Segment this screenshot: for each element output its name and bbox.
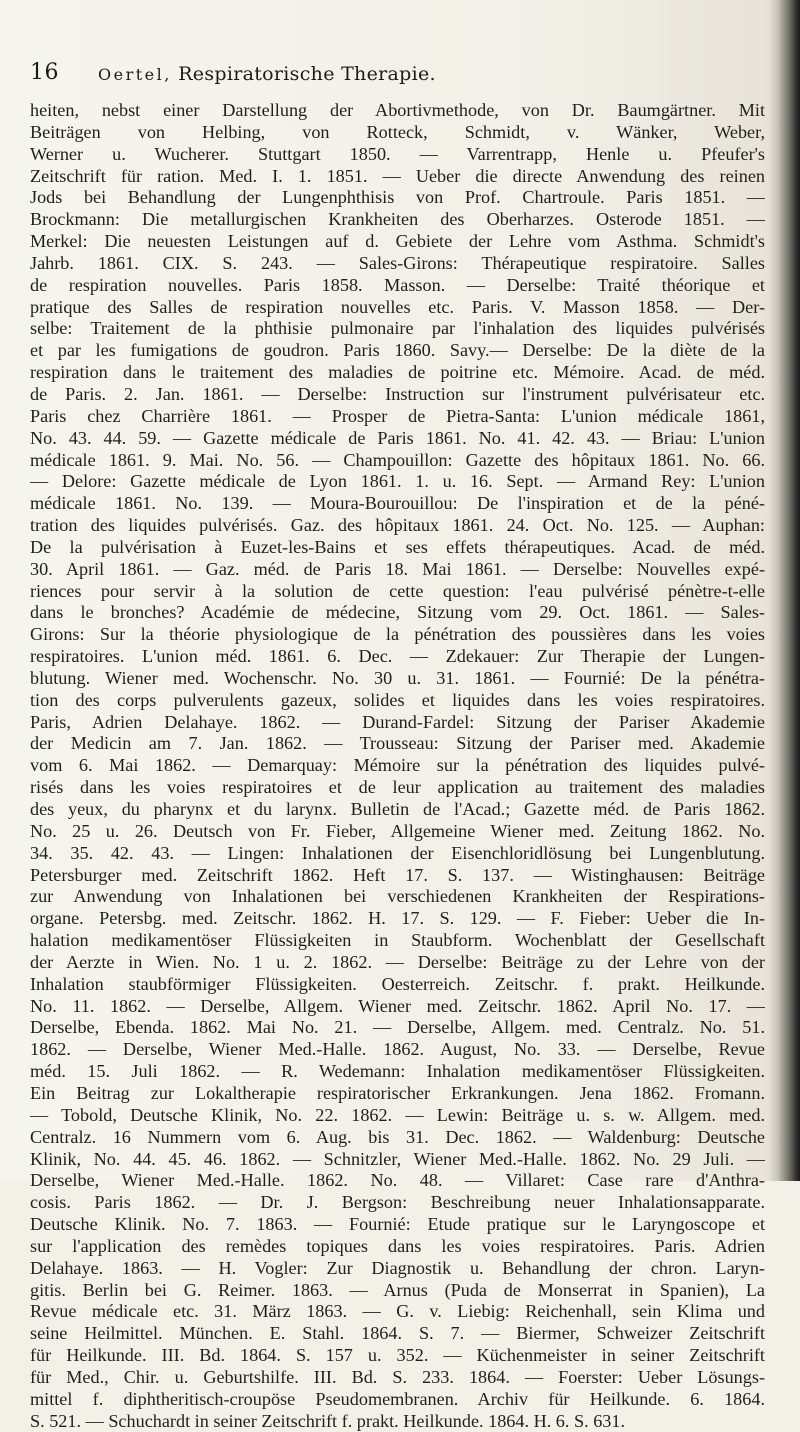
bibliography-text [30,100,765,1431]
text-line: vom 6. Mai 1862. — Demarquay: Mémoire sur la pénétration des liquides pulvé- [30,755,765,776]
text-line: seine Heilmittel. München. E. Stahl. 1864. S. 7. — Biermer, Schweizer Zeitschrift [30,1323,765,1344]
text-line: méd. 15. Juli 1862. — R. Wedemann: Inhalation medikamentöser Flüssigkeiten. [30,1061,765,1082]
text-line: Delahaye. 1863. — H. Vogler: Zur Diagnostik u. Behandlung der chron. Laryn- [30,1257,765,1278]
text-line: Paris chez Charrière 1861. — Prosper de Pietra-Santa: L'union médicale 1861, [30,405,765,426]
text-line: Centralz. 16 Nummern vom 6. Aug. bis 31. Dec. 1862. — Waldenburg: Deutsche [30,1126,765,1147]
text-line: pratique des Salles de respiration nouvelles etc. Paris. V. Masson 1858. — Der- [30,296,765,317]
text-line: für Heilkunde. III. Bd. 1864. S. 157 u. 352. — Küchenmeister in seiner Zeitschrift [30,1345,765,1366]
text-line: Brockmann: Die metallurgischen Krankheiten des Oberharzes. Osterode 1851. — [30,209,765,230]
running-title [98,63,436,85]
page-number: 16 [30,60,59,85]
text-line: Derselbe, Ebenda. 1862. Mai No. 21. — Derselbe, Allgem. med. Centralz. No. 51. [30,1017,765,1038]
text-line: No. 25 u. 26. Deutsch von Fr. Fieber, Allgemeine Wiener med. Zeitung 1862. No. [30,820,765,841]
text-line: Jahrb. 1861. CIX. S. 243. — Sales-Girons: Thérapeutique respiratoire. Salles [30,252,765,273]
text-line: blutung. Wiener med. Wochenschr. No. 30 u. 31. 1861. — Fournié: De la pénétra- [30,667,765,688]
text-line: médicale 1861. 9. Mai. No. 56. — Champouillon: Gazette des hôpitaux 1861. No. 66. [30,449,765,470]
text-line: Jods bei Behandlung der Lungenphthisis von Prof. Chartroule. Paris 1851. — [30,187,765,208]
text-line: Beiträgen von Helbing, von Rotteck, Schmidt, v. Wänker, Weber, [30,121,765,142]
text-line: für Med., Chir. u. Geburtshilfe. III. Bd. S. 233. 1864. — Foerster: Ueber Lösungs- [30,1366,765,1387]
text-line: de Paris. 2. Jan. 1861. — Derselbe: Instruction sur l'instrument pulvérisateur etc. [30,383,765,404]
text-line: cosis. Paris 1862. — Dr. J. Bergson: Beschreibung neuer Inhalationsapparate. [30,1192,765,1213]
text-line: Girons: Sur la théorie physiologique de la pénétration des poussières dans les voies [30,624,765,645]
text-line: Revue médicale etc. 31. März 1863. — G. v. Liebig: Reichenhall, sein Klima und [30,1301,765,1322]
text-line: médicale 1861. No. 139. — Moura-Bourouillou: De l'inspiration et de la péné- [30,493,765,514]
text-line: Deutsche Klinik. No. 7. 1863. — Fournié: Etude pratique sur le Laryngoscope et [30,1214,765,1235]
text-line: respiratoires. L'union méd. 1861. 6. Dec. — Zdekauer: Zur Therapie der Lungen- [30,646,765,667]
text-line: 30. April 1861. — Gaz. méd. de Paris 18. Mai 1861. — Derselbe: Nouvelles expé- [30,558,765,579]
text-line: No. 11. 1862. — Derselbe, Allgem. Wiener med. Zeitschr. 1862. April No. 17. — [30,995,765,1016]
text-line: zur Anwendung von Inhalationen bei verschiedenen Krankheiten der Respirations- [30,886,765,907]
text-line: Petersburger med. Zeitschrift 1862. Heft 17. S. 137. — Wistinghausen: Beiträge [30,864,765,885]
text-line: — Delore: Gazette médicale de Lyon 1861. 1. u. 16. Sept. — Armand Rey: L'union [30,471,765,492]
text-line: heiten, nebst einer Darstellung der Abortivmethode, von Dr. Baumgärtner. Mit [30,100,765,120]
text-line: No. 43. 44. 59. — Gazette médicale de Paris 1861. No. 41. 42. 43. — Briau: L'union [30,427,765,448]
text-line: der Aerzte in Wien. No. 1 u. 2. 1862. — Derselbe: Beiträge zu der Lehre von der [30,951,765,972]
text-line: selbe: Traitement de la phthisie pulmonaire par l'inhalation des liquides pulvérisés [30,318,765,339]
text-line: De la pulvérisation à Euzet-les-Bains et ses effets thérapeutiques. Acad. de méd. [30,536,765,557]
running-header [30,56,760,86]
text-line: Merkel: Die neuesten Leistungen auf d. Gebiete der Lehre vom Asthma. Schmidt's [30,231,765,252]
text-line: dans le bronches? Académie de médecine, Sitzung vom 29. Oct. 1861. — Sales- [30,602,765,623]
text-line: respiration dans le traitement des maladies de poitrine etc. Mémoire. Acad. de méd. [30,362,765,383]
text-line: der Medicin am 7. Jan. 1862. — Trousseau: Sitzung der Pariser med. Akademie [30,733,765,754]
text-line: S. 521. — Schuchardt in seiner Zeitschrift f. prakt. Heilkunde. 1864. H. 6. S. 631. [30,1410,626,1431]
text-line: mittel f. diphtheritisch-croupöse Pseudomembranen. Archiv für Heilkunde. 6. 1864. [30,1388,765,1409]
text-line: Werner u. Wucherer. Stuttgart 1850. — Varrentrapp, Henle u. Pfeufer's [30,143,765,164]
text-line: tration des liquides pulvérisés. Gaz. des hôpitaux 1861. 24. Oct. No. 125. — Auphan: [30,515,765,536]
text-line: Klinik, No. 44. 45. 46. 1862. — Schnitzler, Wiener Med.-Halle. 1862. No. 29 Juli. — [30,1148,765,1169]
text-line: Zeitschrift für ration. Med. I. 1. 1851. — Ueber die directe Anwendung des reinen [30,165,765,186]
text-line: Paris, Adrien Delahaye. 1862. — Durand-Fardel: Sitzung der Pariser Akademie [30,711,765,732]
header-author: Oertel, [98,65,172,84]
text-line: des yeux, du pharynx et du larynx. Bulletin de l'Acad.; Gazette méd. de Paris 1862. [30,799,765,819]
text-line: Inhalation staubförmiger Flüssigkeiten. Oesterreich. Zeitschr. f. prakt. Heilkunde. [30,973,765,994]
text-line: halation medikamentöser Flüssigkeiten in Staubform. Wochenblatt der Gesellschaft [30,930,765,951]
text-line: Ein Beitrag zur Lokaltherapie respiratorischer Erkrankungen. Jena 1862. Fromann. [30,1082,765,1103]
page-gutter-shadow [778,0,800,1181]
text-line: riences pour servir à la solution de cette question: l'eau pulvérisé pénètre-t-elle [30,580,765,601]
text-line: Derselbe, Wiener Med.-Halle. 1862. No. 48. — Villaret: Case rare d'Anthra- [30,1170,765,1191]
text-line: sur l'application des remèdes topiques dans les voies respiratoires. Paris. Adrien [30,1235,765,1256]
text-line: 34. 35. 42. 43. — Lingen: Inhalationen der Eisenchloridlösung bei Lungenblutung. [30,842,765,863]
text-line: de respiration nouvelles. Paris 1858. Masson. — Derselbe: Traité théorique et [30,274,765,295]
header-title: Respiratorische Therapie. [178,63,436,85]
text-line: gitis. Berlin bei G. Reimer. 1863. — Arnus (Puda de Monserrat in Spanien), La [30,1279,765,1300]
text-line: — Tobold, Deutsche Klinik, No. 22. 1862. — Lewin: Beiträge u. s. w. Allgem. med. [30,1104,765,1125]
text-line: tion des corps pulverulents gazeux, solides et liquides dans les voies respiratoires. [30,689,765,710]
text-line: et par les fumigations de goudron. Paris 1860. Savy.— Derselbe: De la diète de la [30,340,765,361]
text-line: 1862. — Derselbe, Wiener Med.-Halle. 1862. August, No. 33. — Derselbe, Revue [30,1039,765,1060]
text-line: organe. Petersbg. med. Zeitschr. 1862. H. 17. S. 129. — F. Fieber: Ueber die In- [30,908,765,929]
text-line: risés dans les voies respiratoires et de leur application au traitement des maladies [30,777,765,798]
